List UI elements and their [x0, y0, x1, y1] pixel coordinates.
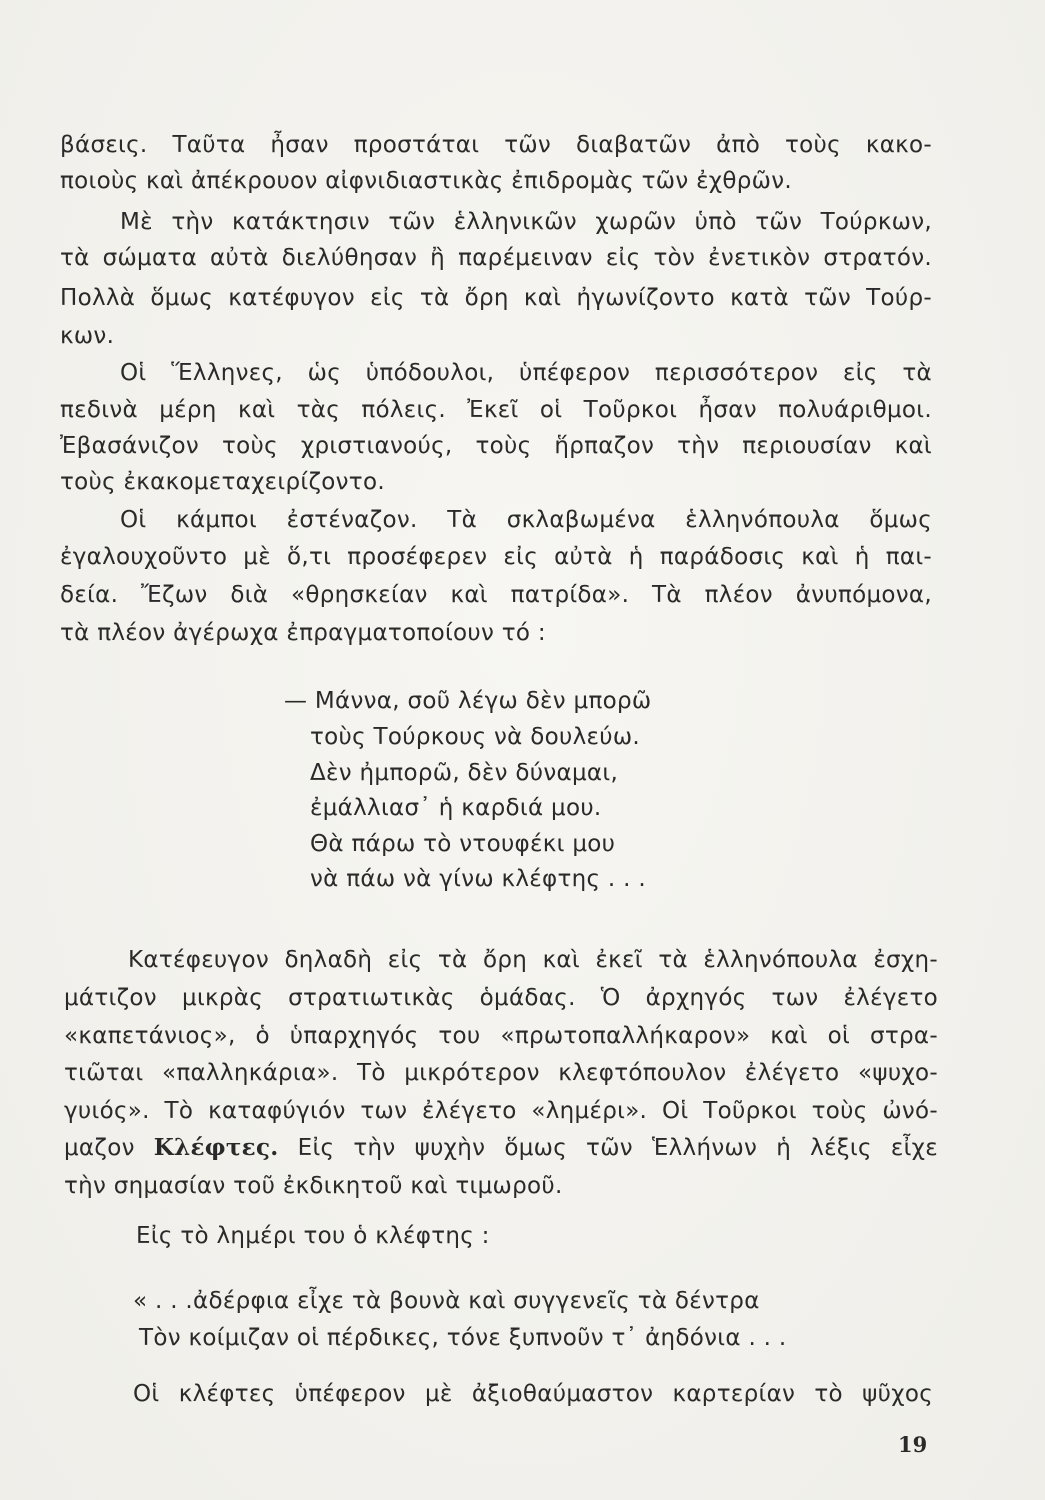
poem-line: Θὰ πάρω τὸ ντουφέκι μου — [310, 831, 616, 857]
text-line: «καπετάνιος», ὁ ὑπαρχηγός του «πρωτοπαλλήκαρον» καὶ οἱ στρα- — [64, 1023, 938, 1049]
text-line: Οἱ Ἕλληνες, ὡς ὑπόδουλοι, ὑπέφερον περισσότερον εἰς τὰ — [120, 360, 932, 386]
text-line: Εἰς τὸ λημέρι του ὁ κλέφτης : — [136, 1223, 490, 1249]
text-line: Πολλὰ ὅμως κατέφυγον εἰς τὰ ὄρη καὶ ἠγωνίζοντο κατὰ τῶν Τούρ- — [60, 285, 932, 311]
poem-line: — Μάννα, σοῦ λέγω δὲν μπορῶ — [284, 688, 652, 714]
text-line: μάτιζον μικρὰς στρατιωτικὰς ὁμάδας. Ὁ ἀρχηγός των ἐλέγετο — [64, 985, 938, 1011]
text-line: Ἐβασάνιζον τοὺς χριστιανούς, τοὺς ἥρπαζον τὴν περιουσίαν καὶ — [60, 433, 932, 459]
text-line: πεδινὰ μέρη καὶ τὰς πόλεις. Ἐκεῖ οἱ Τοῦρκοι ἦσαν πολυάριθμοι. — [60, 397, 932, 423]
text-line: Μὲ τὴν κατάκτησιν τῶν ἑλληνικῶν χωρῶν ὑπὸ τῶν Τούρκων, — [120, 209, 932, 235]
text-line: τὴν σημασίαν τοῦ ἐκδικητοῦ καὶ τιμωροῦ. — [64, 1173, 563, 1199]
poem-line: τοὺς Τούρκους νὰ δουλεύω. — [310, 724, 641, 750]
poem-line: νὰ πάω νὰ γίνω κλέφτης . . . — [310, 866, 646, 892]
poem-line: ἐμάλλιασ᾽ ἡ καρδιά μου. — [310, 795, 602, 821]
text-line: τοὺς ἐκακομεταχειρίζοντο. — [60, 469, 385, 495]
text-line: γυιός». Τὸ καταφύγιόν των ἐλέγετο «λημέρι». Οἱ Τοῦρκοι τοὺς ὠνό- — [64, 1098, 938, 1124]
text-line: τὰ σώματα αὐτὰ διελύθησαν ἢ παρέμειναν εἰς τὸν ἐνετικὸν στρατόν. — [60, 245, 932, 271]
quote-line: Τὸν κοίμιζαν οἱ πέρδικες, τόνε ξυπνοῦν τ᾽ ἀηδόνια . . . — [139, 1325, 787, 1351]
text-line: βάσεις. Ταῦτα ἦσαν προστάται τῶν διαβατῶν ἀπὸ τοὺς κακο- — [60, 132, 932, 158]
quote-line: « . . .ἀδέρφια εἶχε τὰ βουνὰ καὶ συγγενεῖς τὰ δέντρα — [133, 1288, 760, 1314]
text-line — [64, 1133, 938, 1163]
page-number: 19 — [898, 1432, 928, 1457]
text-line: τὰ πλέον ἀγέρωχα ἐπραγματοποίουν τό : — [60, 620, 546, 646]
poem-line: Δὲν ἠμπορῶ, δὲν δύναμαι, — [310, 760, 619, 786]
text-line: ἐγαλουχοῦντο μὲ ὅ,τι προσέφερεν εἰς αὐτὰ ἡ παράδοσις καὶ ἡ παι- — [60, 544, 932, 570]
text-line: κων. — [60, 323, 115, 349]
text-span: μαζον — [64, 1135, 154, 1161]
text-line: Κατέφευγον δηλαδὴ εἰς τὰ ὄρη καὶ ἐκεῖ τὰ ἑλληνόπουλα ἐσχη- — [128, 947, 938, 973]
text-line: ποιοὺς καὶ ἀπέκρουον αἰφνιδιαστικὰς ἐπιδρομὰς τῶν ἐχθρῶν. — [60, 168, 792, 194]
text-line: δεία. Ἔζων διὰ «θρησκείαν καὶ πατρίδα». Τὰ πλέον ἀνυπόμονα, — [60, 582, 932, 608]
text-line: Οἱ κάμποι ἐστέναζον. Τὰ σκλαβωμένα ἑλληνόπουλα ὅμως — [120, 507, 932, 533]
text-line: Οἱ κλέφτες ὑπέφερον μὲ ἀξιοθαύμαστον καρτερίαν τὸ ψῦχος — [133, 1381, 933, 1407]
text-span: Εἰς τὴν ψυχὴν ὅμως τῶν Ἑλλήνων ἡ λέξις εἶχε — [278, 1135, 938, 1161]
bold-term: Κλέφτες. — [153, 1134, 279, 1161]
text-line: τιῶται «παλληκάρια». Τὸ μικρότερον κλεφτόπουλον ἐλέγετο «ψυχο- — [64, 1060, 938, 1086]
